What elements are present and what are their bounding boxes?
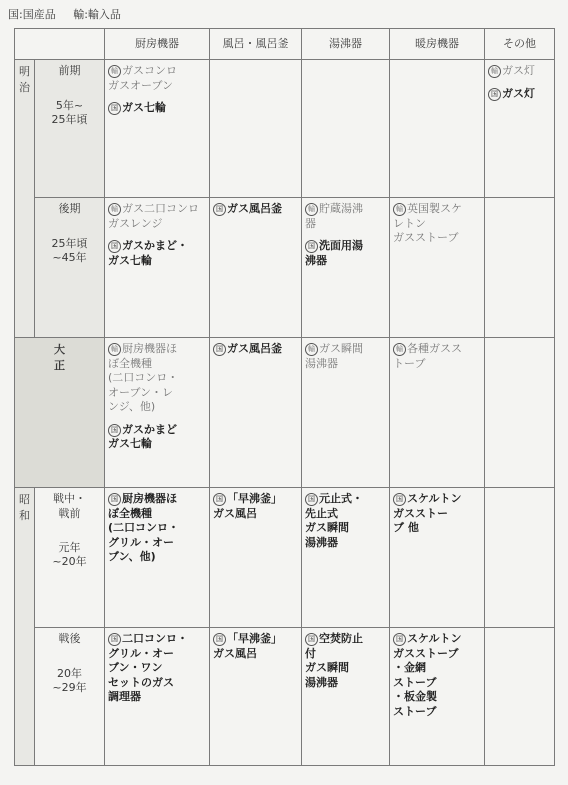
period-showa-post <box>35 628 105 766</box>
period-years: 25年頃 ~45年 <box>51 236 88 264</box>
cell-water-heater <box>302 60 390 198</box>
item-imported: 輸 ガス瞬間 湯沸器 <box>305 342 363 370</box>
item-domestic: 国 空焚防止 付 ガス瞬間 湯沸器 <box>305 632 363 689</box>
cell-heating <box>390 60 485 198</box>
era-meiji <box>15 60 35 338</box>
item-imported: 輸 ガス灯 <box>488 64 551 79</box>
cell-kitchen <box>105 488 210 628</box>
cell-water-heater <box>302 338 390 488</box>
imported-mark-icon: 輸 <box>305 203 318 216</box>
gas-appliance-table <box>14 28 555 766</box>
legend-domestic: 国:国産品 <box>8 8 56 21</box>
cell-heating <box>390 628 485 766</box>
item-domestic: 国 ガス風呂釜 <box>213 342 298 357</box>
item-domestic: 国 洗面用湯 沸器 <box>305 239 363 267</box>
period-meiji-early <box>35 60 105 198</box>
cell-kitchen <box>105 198 210 338</box>
imported-mark-icon: 輸 <box>108 203 121 216</box>
domestic-mark-icon: 国 <box>108 633 121 646</box>
era-label: 大正 <box>54 343 65 372</box>
cell-bath <box>210 338 302 488</box>
domestic-mark-icon: 国 <box>213 203 226 216</box>
imported-mark-icon: 輸 <box>108 343 121 356</box>
period-years: 元年 ~20年 <box>52 541 87 568</box>
item-domestic: 国 ガスかまど ガス七輪 <box>108 422 177 450</box>
period-name: 前期 <box>58 64 81 77</box>
item-domestic: 国 ガスかまど・ ガス七輪 <box>108 239 188 267</box>
cell-bath <box>210 198 302 338</box>
cell-kitchen <box>105 628 210 766</box>
header-corner <box>15 29 105 60</box>
header-heating: 暖房機器 <box>390 29 485 60</box>
item-domestic: 国 ガス風呂釜 <box>213 202 298 217</box>
domestic-mark-icon: 国 <box>213 343 226 356</box>
item-imported: 輸 ガス二口コンロ ガスレンジ <box>108 202 199 230</box>
imported-mark-icon: 輸 <box>108 65 121 78</box>
cell-heating <box>390 488 485 628</box>
legend-imported: 輸:輸入品 <box>73 8 121 21</box>
item-imported: 輸 英国製スケ レトン ガスストーブ <box>393 202 462 244</box>
period-showa-war <box>35 488 105 628</box>
period-name: 戦後 <box>58 632 81 645</box>
period-name: 戦中・ 戦前 <box>53 492 86 520</box>
cell-kitchen <box>105 60 210 198</box>
domestic-mark-icon: 国 <box>393 633 406 646</box>
domestic-mark-icon: 国 <box>393 493 406 506</box>
domestic-mark-icon: 国 <box>305 240 318 253</box>
cell-kitchen <box>105 338 210 488</box>
cell-other <box>485 488 555 628</box>
cell-water-heater <box>302 488 390 628</box>
domestic-mark-icon: 国 <box>213 493 226 506</box>
domestic-mark-icon: 国 <box>108 102 121 115</box>
row-showa-post <box>15 628 555 766</box>
domestic-mark-icon: 国 <box>108 424 121 437</box>
cell-bath <box>210 60 302 198</box>
item-domestic: 国 厨房機器ほ ぼ全機種 (二口コンロ・ グリル・オー ブン、他) <box>108 492 180 563</box>
item-imported: 輸 ガスコンロ ガスオーブン <box>108 64 177 92</box>
header-bath: 風呂・風呂釜 <box>210 29 302 60</box>
cell-water-heater <box>302 198 390 338</box>
header-other: その他 <box>485 29 555 60</box>
item-domestic: 国 スケルトン ガスストーブ ・金網 ストーブ ・板金製 ストーブ <box>393 632 462 718</box>
row-showa-war <box>15 488 555 628</box>
cell-other <box>485 198 555 338</box>
period-years: 5年~ 25年頃 <box>51 98 88 126</box>
cell-heating <box>390 198 485 338</box>
item-domestic: 国 ガス灯 <box>488 87 551 102</box>
item-imported: 輸 各種ガスス トーブ <box>393 342 462 370</box>
item-domestic: 国 ガス七輪 <box>108 101 206 116</box>
era-label: 明治 <box>19 65 30 94</box>
imported-mark-icon: 輸 <box>393 343 406 356</box>
domestic-mark-icon: 国 <box>213 633 226 646</box>
era-label: 昭和 <box>19 493 30 522</box>
header-kitchen: 厨房機器 <box>105 29 210 60</box>
header-water-heater: 湯沸器 <box>302 29 390 60</box>
period-years: 20年 ~29年 <box>52 666 87 694</box>
era-taisho <box>15 338 105 488</box>
cell-other <box>485 60 555 198</box>
cell-other <box>485 628 555 766</box>
row-meiji-late <box>15 198 555 338</box>
item-domestic: 国 「早沸釜」 ガス風呂 <box>213 632 282 660</box>
cell-other <box>485 338 555 488</box>
item-domestic: 国 「早沸釜」 ガス風呂 <box>213 492 282 520</box>
legend <box>8 6 135 22</box>
cell-bath <box>210 628 302 766</box>
period-name: 後期 <box>58 202 81 215</box>
item-domestic: 国 元止式・ 先止式 ガス瞬間 湯沸器 <box>305 492 363 549</box>
item-domestic: 国 二口コンロ・ グリル・オー ブン・ワン セットのガス 調理器 <box>108 632 188 703</box>
imported-mark-icon: 輸 <box>488 65 501 78</box>
item-imported: 輸 厨房機器ほ ぼ全機種 (二口コンロ・ オーブン・レ ンジ、他) <box>108 342 179 413</box>
domestic-mark-icon: 国 <box>488 88 501 101</box>
imported-mark-icon: 輸 <box>393 203 406 216</box>
period-meiji-late <box>35 198 105 338</box>
header-row <box>15 29 555 60</box>
item-imported: 輸 貯蔵湯沸 器 <box>305 202 363 230</box>
domestic-mark-icon: 国 <box>108 240 121 253</box>
cell-heating <box>390 338 485 488</box>
row-meiji-early <box>15 60 555 198</box>
cell-bath <box>210 488 302 628</box>
domestic-mark-icon: 国 <box>108 493 121 506</box>
era-showa <box>15 488 35 766</box>
imported-mark-icon: 輸 <box>305 343 318 356</box>
domestic-mark-icon: 国 <box>305 633 318 646</box>
item-domestic: 国 スケルトン ガスストー ブ 他 <box>393 492 462 534</box>
domestic-mark-icon: 国 <box>305 493 318 506</box>
row-taisho <box>15 338 555 488</box>
cell-water-heater <box>302 628 390 766</box>
